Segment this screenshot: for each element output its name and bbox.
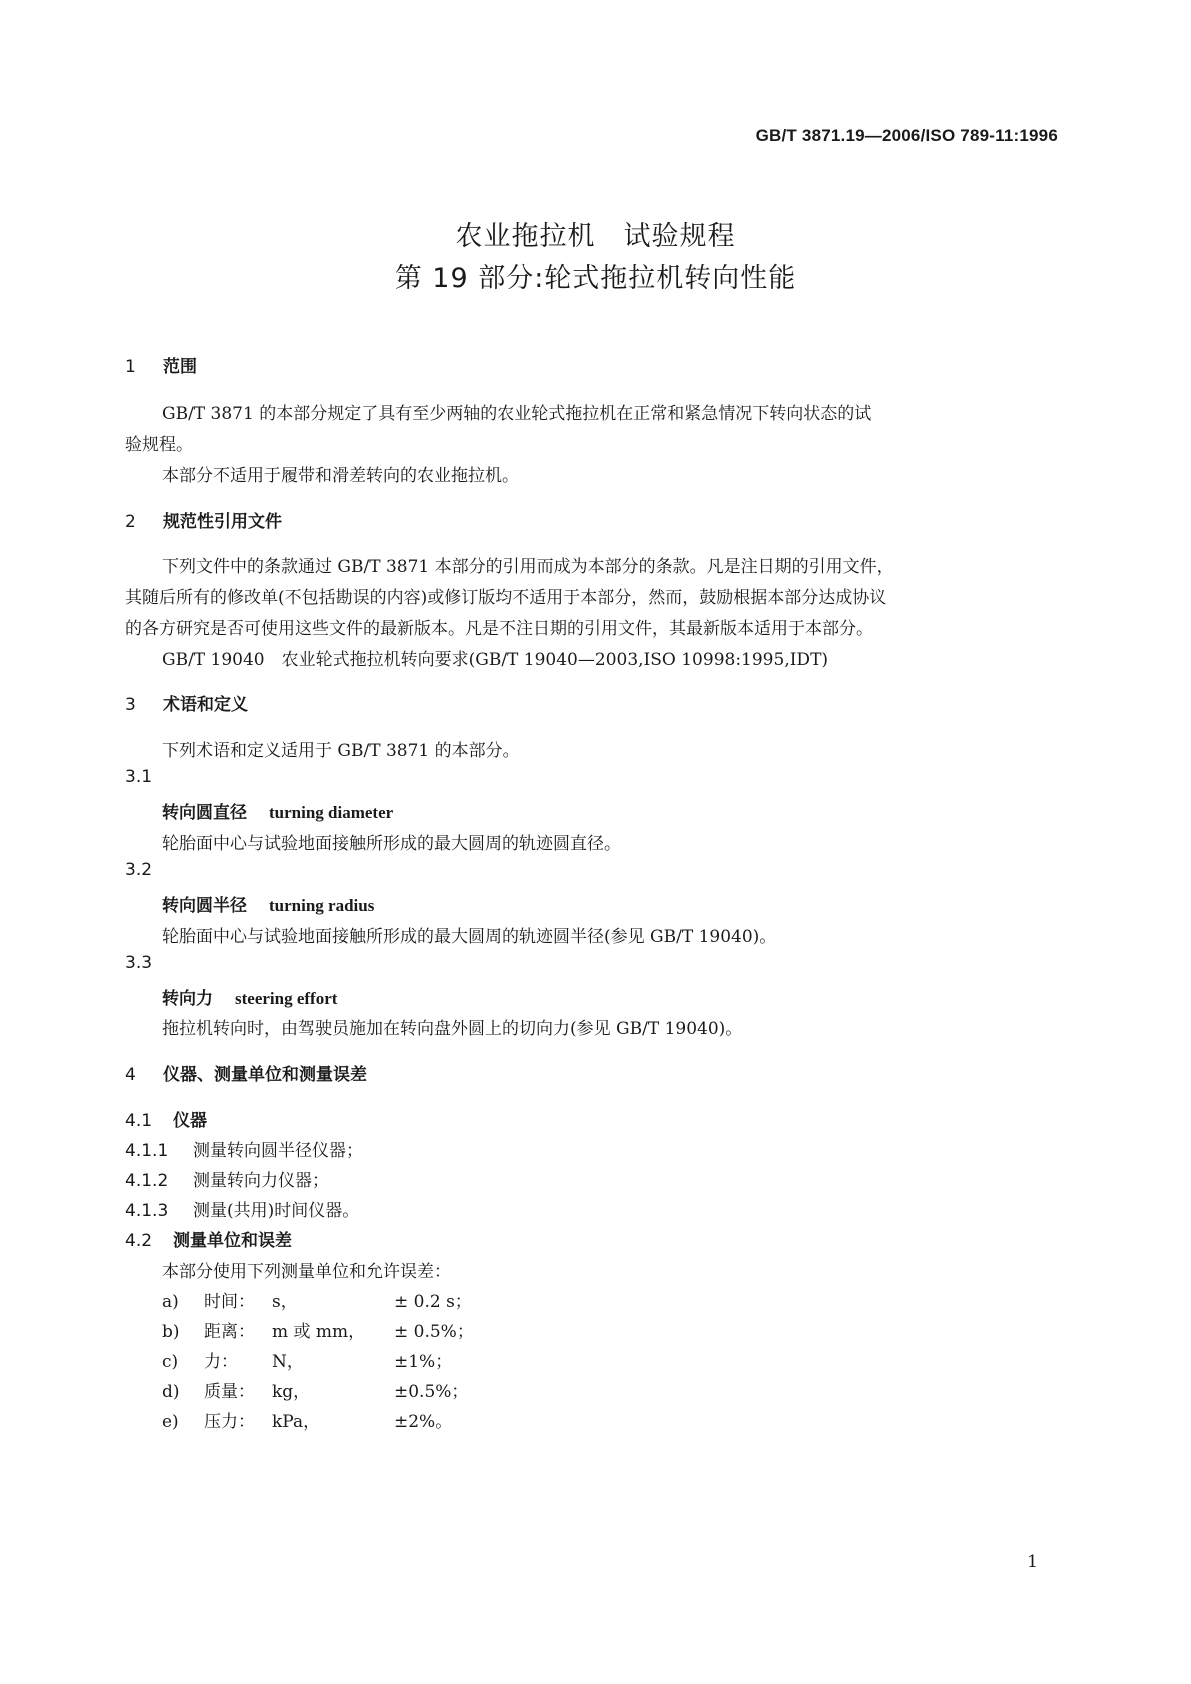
paragraph: 下列文件中的条款通过 GB/T 3871 本部分的引用而成为本部分的条款。凡是注日期的引用文件， <box>162 557 894 577</box>
normative-reference: GB/T 19040 农业轮式拖拉机转向要求(GB/T 19040—2003,ISO 10998:1995,IDT) <box>162 650 829 670</box>
paragraph: 本部分不适用于履带和滑差转向的农业拖拉机。 <box>162 466 519 486</box>
paragraph: 的各方研究是否可使用这些文件的最新版本。凡是不注日期的引用文件，其最新版本适用于本部分。 <box>125 619 873 639</box>
list-item <box>162 1347 452 1372</box>
paragraph: 下列术语和定义适用于 GB/T 3871 的本部分。 <box>162 741 520 761</box>
list-label: e) <box>162 1412 179 1432</box>
title-line-2: 第 19 部分:轮式拖拉机转向性能 <box>394 263 797 294</box>
instrument-item <box>125 1136 363 1161</box>
section-2-heading <box>125 507 282 532</box>
list-item <box>162 1287 472 1312</box>
term-title <box>162 891 374 916</box>
term-definition: 拖拉机转向时，由驾驶员施加在转向盘外圆上的切向力(参见 GB/T 19040)。 <box>162 1019 743 1039</box>
tolerance: ±0.5%； <box>394 1382 469 1402</box>
section-1-heading <box>125 352 197 377</box>
item-number: 4.1.2 <box>125 1171 169 1191</box>
page-number: 1 <box>1027 1552 1038 1572</box>
section-number: 2 <box>125 512 136 532</box>
tolerance: ± 0.2 s； <box>394 1292 472 1312</box>
list-item <box>162 1377 468 1402</box>
item-number: 4.1.3 <box>125 1201 169 1221</box>
term-number: 3.2 <box>125 860 153 880</box>
section-number: 1 <box>125 357 136 377</box>
term-en: turning diameter <box>269 803 394 822</box>
quantity-name: 时间： <box>204 1292 255 1312</box>
standard-code: GB/T 3871.19—2006/ISO 789-11:1996 <box>755 126 1058 145</box>
section-4-heading <box>125 1060 367 1085</box>
paragraph: 本部分使用下列测量单位和允许误差： <box>162 1262 451 1282</box>
term-title <box>162 984 337 1009</box>
unit: kPa， <box>272 1412 321 1432</box>
item-text: 测量转向圆半径仪器； <box>193 1141 363 1161</box>
instrument-item <box>125 1166 329 1191</box>
quantity-name: 压力： <box>204 1412 255 1432</box>
term-number: 3.3 <box>125 953 153 973</box>
term-definition: 轮胎面中心与试验地面接触所形成的最大圆周的轨迹圆直径。 <box>162 834 621 854</box>
section-title: 测量单位和误差 <box>173 1231 292 1251</box>
section-number: 3 <box>125 695 136 715</box>
unit: kg， <box>272 1382 311 1402</box>
section-title: 规范性引用文件 <box>163 512 282 532</box>
tolerance: ±1%； <box>394 1352 453 1372</box>
list-label: b) <box>162 1322 180 1342</box>
term-definition: 轮胎面中心与试验地面接触所形成的最大圆周的轨迹圆半径(参见 GB/T 19040)。 <box>162 927 777 947</box>
term-zh: 转向圆半径 <box>162 896 247 916</box>
unit: m 或 mm， <box>272 1322 366 1342</box>
unit: s， <box>272 1292 298 1312</box>
list-item <box>162 1317 474 1342</box>
paragraph: GB/T 3871 的本部分规定了具有至少两轴的农业轮式拖拉机在正常和紧急情况下转向状态的试 <box>162 404 872 424</box>
term-en: steering effort <box>235 989 338 1008</box>
list-item <box>162 1407 452 1432</box>
term-title <box>162 798 393 823</box>
unit: N， <box>272 1352 304 1372</box>
term-number: 3.1 <box>125 767 153 787</box>
quantity-name: 距离： <box>204 1322 255 1342</box>
term-zh: 转向圆直径 <box>162 803 247 823</box>
list-label: a) <box>162 1292 179 1312</box>
section-title: 仪器 <box>173 1111 207 1131</box>
subsection-4-1-heading <box>125 1106 207 1131</box>
title-line-1: 农业拖拉机 试验规程 <box>455 221 736 252</box>
section-number: 4 <box>125 1065 136 1085</box>
quantity-name: 力： <box>204 1352 238 1372</box>
list-label: c) <box>162 1352 179 1372</box>
paragraph: 其随后所有的修改单(不包括勘误的内容)或修订版均不适用于本部分，然而，鼓励根据本部分达成协议 <box>125 588 887 608</box>
list-label: d) <box>162 1382 180 1402</box>
quantity-name: 质量： <box>204 1382 255 1402</box>
section-3-heading <box>125 690 248 715</box>
section-title: 术语和定义 <box>163 695 248 715</box>
tolerance: ±2%。 <box>394 1412 453 1432</box>
instrument-item <box>125 1196 359 1221</box>
section-title: 范围 <box>163 357 197 377</box>
term-en: turning radius <box>269 896 375 915</box>
section-number: 4.2 <box>125 1231 153 1251</box>
item-number: 4.1.1 <box>125 1141 169 1161</box>
subsection-4-2-heading <box>125 1226 292 1251</box>
tolerance: ± 0.5%； <box>394 1322 474 1342</box>
section-title: 仪器、测量单位和测量误差 <box>163 1065 367 1085</box>
item-text: 测量(共用)时间仪器。 <box>193 1201 360 1221</box>
term-zh: 转向力 <box>162 989 213 1009</box>
section-number: 4.1 <box>125 1111 153 1131</box>
paragraph: 验规程。 <box>125 435 193 455</box>
item-text: 测量转向力仪器； <box>193 1171 329 1191</box>
